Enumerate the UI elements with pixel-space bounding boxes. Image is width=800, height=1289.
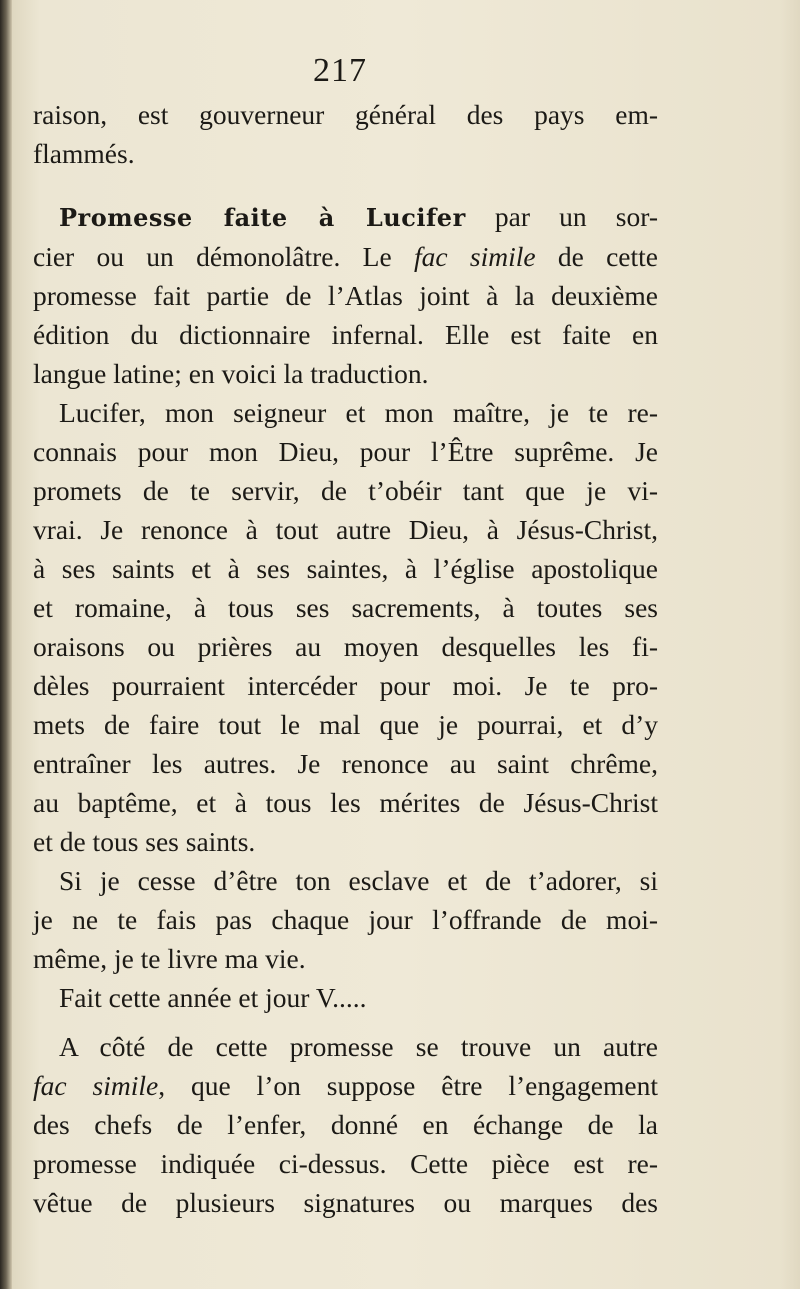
text-line: promets de te servir, de t’obéir tant que je vi- — [33, 475, 658, 506]
text-line: et de tous ses saints. — [33, 826, 256, 857]
text-line: langue latine; en voici la traduction. — [33, 358, 429, 389]
text-line: cier ou un démonolâtre. Le fac simile de cette — [33, 241, 658, 272]
text-line: Fait cette année et jour V..... — [59, 982, 367, 1013]
text-line: dèles pourraient intercéder pour moi. Je te pro- — [33, 670, 658, 701]
text-line: fac simile, que l’on suppose être l’engagement — [33, 1070, 658, 1101]
text-line: même, je te livre ma vie. — [33, 943, 306, 974]
text-line: oraisons ou prières au moyen desquelles les fi- — [33, 631, 658, 662]
page-number: 217 — [313, 52, 367, 89]
text-line: au baptême, et à tous les mérites de Jésus-Christ — [33, 787, 658, 818]
text-line: je ne te fais pas chaque jour l’offrande de moi- — [33, 904, 658, 935]
text-line: flammés. — [33, 138, 135, 169]
text-line: Promesse faite à Lucifer par un sor- — [59, 201, 658, 232]
italic-term: fac simile — [413, 241, 536, 272]
text-line: connais pour mon Dieu, pour l’Être suprême. Je — [33, 436, 658, 467]
text-line: raison, est gouverneur général des pays em- — [33, 99, 658, 130]
text-line: vrai. Je renonce à tout autre Dieu, à Jésus-Christ, — [33, 514, 658, 545]
text-line: A côté de cette promesse se trouve un autre — [59, 1031, 658, 1062]
text-line: à ses saints et à ses saintes, à l’église apostolique — [33, 553, 658, 584]
text-line: et romaine, à tous ses sacrements, à toutes ses — [33, 592, 658, 623]
text-line: Lucifer, mon seigneur et mon maître, je te re- — [59, 397, 658, 428]
text-line: des chefs de l’enfer, donné en échange de la — [33, 1109, 658, 1140]
text-line: entraîner les autres. Je renonce au saint chrême, — [33, 748, 658, 779]
page-binding-edge — [0, 0, 12, 1289]
italic-term: fac simile — [33, 1070, 159, 1101]
text-line: mets de faire tout le mal que je pourrai, et d’y — [33, 709, 658, 740]
section-heading: Promesse faite à Lucifer — [59, 203, 466, 232]
text-line: promesse fait partie de l’Atlas joint à la deuxième — [33, 280, 658, 311]
text-line: promesse indiquée ci-dessus. Cette pièce est re- — [33, 1148, 658, 1179]
text-line: vêtue de plusieurs signatures ou marques des — [33, 1187, 658, 1218]
text-line: édition du dictionnaire infernal. Elle est faite en — [33, 319, 658, 350]
page-body — [33, 95, 658, 1222]
text-line: Si je cesse d’être ton esclave et de t’adorer, si — [59, 865, 658, 896]
